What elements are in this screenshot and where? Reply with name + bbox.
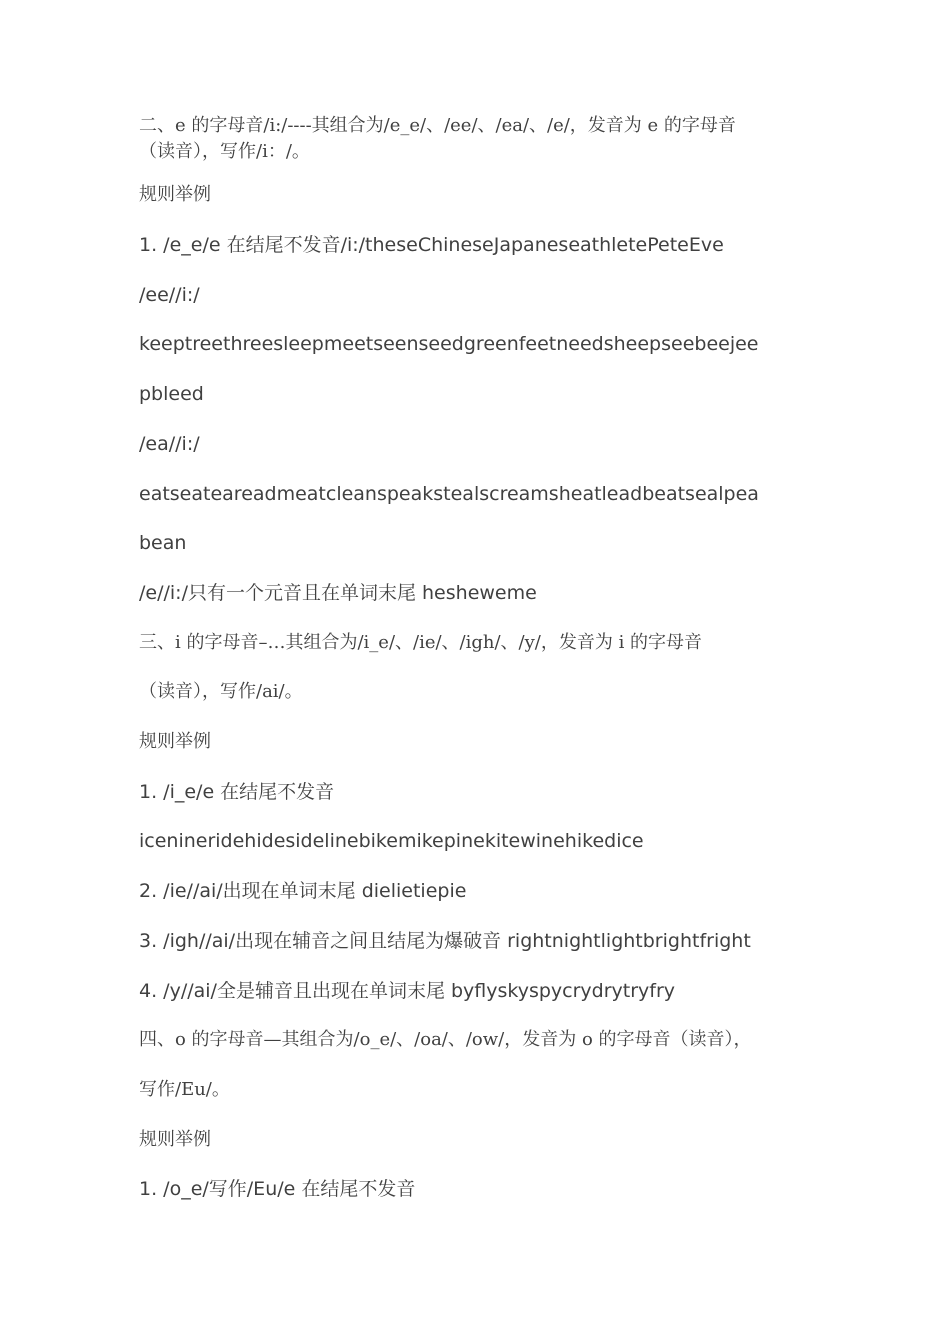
ea-header: /ea//i:/ (139, 433, 200, 455)
heading-o-line1: 四、o 的字母音—其组合为/o_e/、/oa/、/ow/，发音为 o 的字母音（读音）， (139, 1029, 752, 1050)
heading-i-line1: 三、i 的字母音–…其组合为/i_e/、/ie/、/igh/、/y/，发音为 i 的字母音 (139, 632, 703, 653)
i-rule-2: 2. /ie//ai/出现在单词末尾 dielietiepie (139, 880, 467, 902)
rule-label: 规则举例 (139, 184, 211, 205)
i-rule-3: 3. /igh//ai/出现在辅音之间且结尾为爆破音 rightnightlightbrightfright (139, 930, 751, 952)
ee-words-line2: pbleed (139, 383, 204, 405)
e-single-rule: /e//i:/只有一个元音且在单词末尾 hesheweme (139, 582, 537, 604)
heading-o-line2: 写作/Eu/。 (139, 1079, 230, 1100)
heading-e-line2: （读音），写作/i：/。 (139, 141, 310, 162)
o-rule-1: 1. /o_e/写作/Eu/e 在结尾不发音 (139, 1178, 416, 1200)
ea-words-line1: eatseateareadmeatcleanspeakstealscreamsheatleadbeatsealpea (139, 483, 759, 505)
ee-words-line1: keeptreethreesleepmeetseenseedgreenfeetneedsheepseebeejee (139, 333, 759, 355)
rule-label: 规则举例 (139, 731, 211, 752)
rule-label: 规则举例 (139, 1129, 211, 1150)
i-words-line1: icenineridehidesidelinebikemikepinekitewinehikedice (139, 830, 644, 852)
ee-header: /ee//i:/ (139, 284, 200, 306)
i-rule-1: 1. /i_e/e 在结尾不发音 (139, 781, 335, 803)
heading-i-line2: （读音），写作/ai/。 (139, 681, 303, 702)
e-rule-1: 1. /e_e/e 在结尾不发音/i:/theseChineseJapaneseathletePeteEve (139, 234, 724, 256)
i-rule-4: 4. /y//ai/全是辅音且出现在单词末尾 byflyskyspycrydrytryfry (139, 980, 676, 1002)
ea-words-line2: bean (139, 532, 187, 554)
heading-e-line1: 二、e 的字母音/i:/----其组合为/e_e/、/ee/、/ea/、/e/，发音为 e 的字母音 (139, 115, 736, 136)
